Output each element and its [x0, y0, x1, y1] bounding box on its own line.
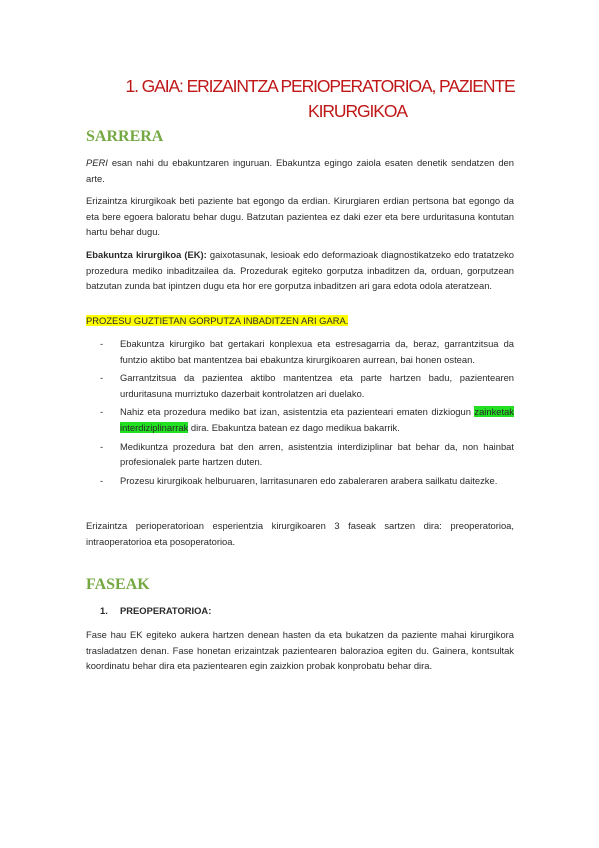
bullet-list — [100, 336, 514, 491]
paragraph-peri — [86, 155, 514, 186]
subheading-preoperatorioa — [100, 605, 211, 616]
peri-term: PERI — [86, 157, 108, 168]
list-item — [100, 370, 514, 401]
title-line-1: 1. GAIA: ERIZAINTZA PERIOPERATORIOA, PAZIENTE — [125, 76, 515, 96]
subheading-label: PREOPERATORIOA: — [120, 605, 212, 616]
highlight-statement — [86, 313, 514, 329]
list-item-text-pre: Nahiz eta prozedura mediko bat izan, asistentzia eta pazienteari ematen dizkiogun — [120, 406, 475, 418]
list-item-text: Ebakuntza kirurgiko bat gertakari konplexua eta estresagarria da, beraz, garrantzitsua da funtzio aktibo bat mantentzea bai ebakuntza kirurgikoaren aurrean, bai honen ostean. — [120, 338, 514, 365]
bullet-dash: - — [100, 440, 104, 452]
list-item — [100, 404, 514, 435]
paragraph-ebakuntza-text: gaixotasunak, lesioak edo deformazioak diagnostikatzeko edo tratatzeko prozedura mediko inbaditzailea da. Prozedurak egiteko gorputza inbaditzen da, orduan, gorputzean batzutan zunda bat ipintzen dugu eta hor ere gorputza inbaditzen ari gara edota odola ateratzean. — [86, 249, 514, 292]
heading-faseak: FASEAK — [86, 576, 150, 593]
list-item-text-post: dira. Ebakuntza batean ez dago medikua bakarrik. — [188, 421, 400, 433]
subheading-number: 1. — [100, 605, 108, 616]
heading-sarrera: SARRERA — [86, 128, 164, 145]
title-line-2: KIRURGIKOA — [308, 101, 407, 121]
list-item-text: Garrantzitsua da pazientea aktibo mantentzea eta parte hartzen badu, pazientearen urduritasuna murriztuko dazerbait kontrolatzen ari duelako. — [120, 372, 514, 399]
list-item — [100, 473, 514, 489]
bullet-dash: - — [100, 338, 104, 349]
paragraph-peri-text: esan nahi du ebakuntzaren inguruan. Ebakuntza egingo zaiola esaten denetik sendatzen den arte. — [86, 157, 514, 184]
bullet-dash: - — [100, 406, 104, 418]
paragraph-faseak-intro: Erizaintza perioperatorioan esperientzia kirurgikoaren 3 faseak sartzen dira: preoperatorioa, intraoperatorioa eta posoperatorioa. — [86, 520, 514, 547]
list-item — [100, 439, 514, 470]
ek-term: Ebakuntza kirurgikoa (EK): — [86, 249, 207, 260]
list-item — [100, 336, 514, 367]
page-title — [100, 74, 540, 124]
bullet-dash: - — [100, 372, 104, 384]
list-item-text: Prozesu kirurgikoak helburuaren, larritasunaren edo zabaleraren arabera sailkatu daitezke. — [120, 474, 498, 486]
paragraph-ebakuntza — [86, 247, 514, 294]
highlight-yellow-text: PROZESU GUZTIETAN GORPUTZA INBADITZEN ARI GARA. — [86, 315, 349, 326]
paragraph-erizaintza: Erizaintza kirurgikoak beti paziente bat egongo da erdian. Kirurgiaren erdian pertsona bat egongo da eta bere egoera baloratu behar dugu. Batzutan pazientea ez daki ezer eta bere urduritasuna kontutan hartu behar dugu. — [86, 195, 514, 238]
list-item-text: Medikuntza prozedura bat den arren, asistentzia interdiziplinar bat behar da, non hainbat profesionalek parte hartzen duten. — [120, 440, 514, 468]
highlight-green-text: zainketak interdiziplinarrak — [120, 406, 514, 433]
bullet-dash: - — [100, 474, 104, 486]
paragraph-preoperatorioa: Fase hau EK egiteko aukera hartzen denean hasten da eta bukatzen da paziente mahai kirurgikora trasladatzen denan. Fase honetan erizaintzak pazientearen balorazioa egiten du. Gainera, kontsultak koordinatu behar dira eta pazientearen egin zaizkion probak konprobatu behar dira. — [86, 629, 514, 672]
